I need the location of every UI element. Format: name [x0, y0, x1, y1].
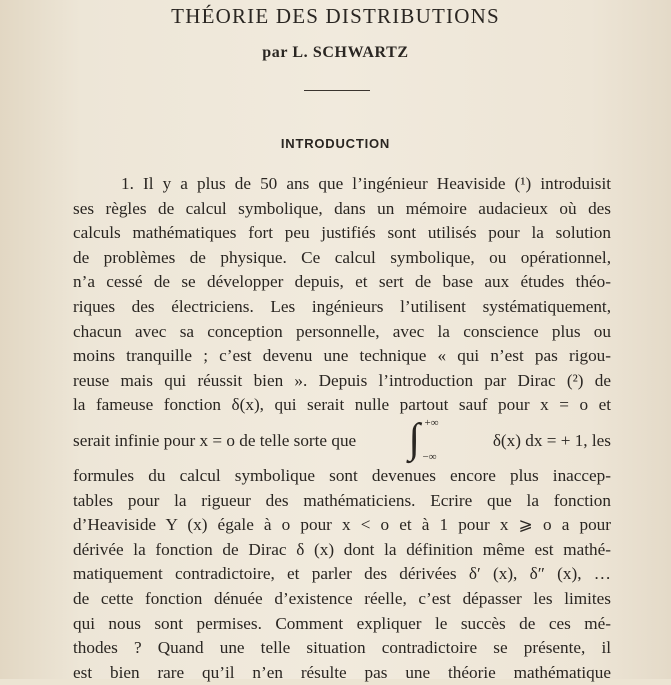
integral-sign: ∫ +∞ −∞ [408, 415, 439, 463]
text-line: reuse mais qui réussit bien ». Depuis l’introduction par Dirac (²) de [73, 370, 611, 390]
integral-line [73, 415, 611, 464]
text-line: est bien rare qu’il n’en résulte pas une théorie mathématique [73, 662, 611, 682]
text-line: qui nous sont permises. Comment expliquer le succès de ces mé- [73, 613, 611, 633]
text-line: de problèmes de physique. Ce calcul symbolique, ou opérationnel, [73, 247, 611, 267]
integral-line-tail: δ(x) dx = + 1, les [492, 430, 611, 450]
text-line: de cette fonction dénuée d’existence réelle, c’est dépasser les limites [73, 588, 611, 608]
text-line: formules du calcul symbolique sont devenues encore plus inaccep- [73, 465, 611, 485]
text-line: n’a cessé de se développer depuis, et sert de base aux études théo- [73, 272, 611, 292]
text-line: tables pour la rigueur des mathématiciens. Ecrire que la fonction [73, 490, 611, 510]
text-line: calculs mathématiques fort peu justifiés sont utilisés pour la solution [73, 223, 611, 243]
text-line: la fameuse fonction δ(x), qui serait nulle partout sauf pour x = o et [73, 395, 611, 415]
page-title: THÉORIE DES DISTRIBUTIONS [171, 4, 500, 28]
paragraph [73, 172, 611, 685]
text-line: moins tranquille ; c’est devenu une technique « qui n’est pas rigou- [73, 346, 611, 366]
text-line: chacun avec sa conception personnelle, avec la conscience plus ou [73, 321, 611, 341]
author-line: par L. SCHWARTZ [262, 44, 409, 61]
text-line: d’Heaviside Y (x) égale à o pour x < o et à 1 pour x ⩾ o a pour [73, 515, 611, 535]
text-line: riques des électriciens. Les ingénieurs l’utilisent systématiquement, [73, 296, 611, 316]
title-divider [304, 90, 370, 91]
text-line: thodes ? Quand une telle situation contradictoire se présente, il [73, 638, 611, 658]
text-line: 1. Il y a plus de 50 ans que l’ingénieur Heaviside (¹) introduisit [121, 174, 611, 193]
text-line: matiquement contradictoire, et parler des dérivées δ′ (x), δ″ (x), … [73, 564, 611, 584]
integral-upper-limit: +∞ [424, 416, 439, 429]
integral-line-lead: serait infinie pour x = o de telle sorte que [73, 430, 357, 450]
integral-lower-limit: −∞ [422, 450, 437, 463]
text-line: ses règles de calcul symbolique, dans un mémoire audacieux où des [73, 198, 611, 218]
section-heading: INTRODUCTION [280, 136, 391, 151]
text-line: dérivée la fonction de Dirac δ (x) dont la définition même est mathé- [73, 539, 611, 559]
